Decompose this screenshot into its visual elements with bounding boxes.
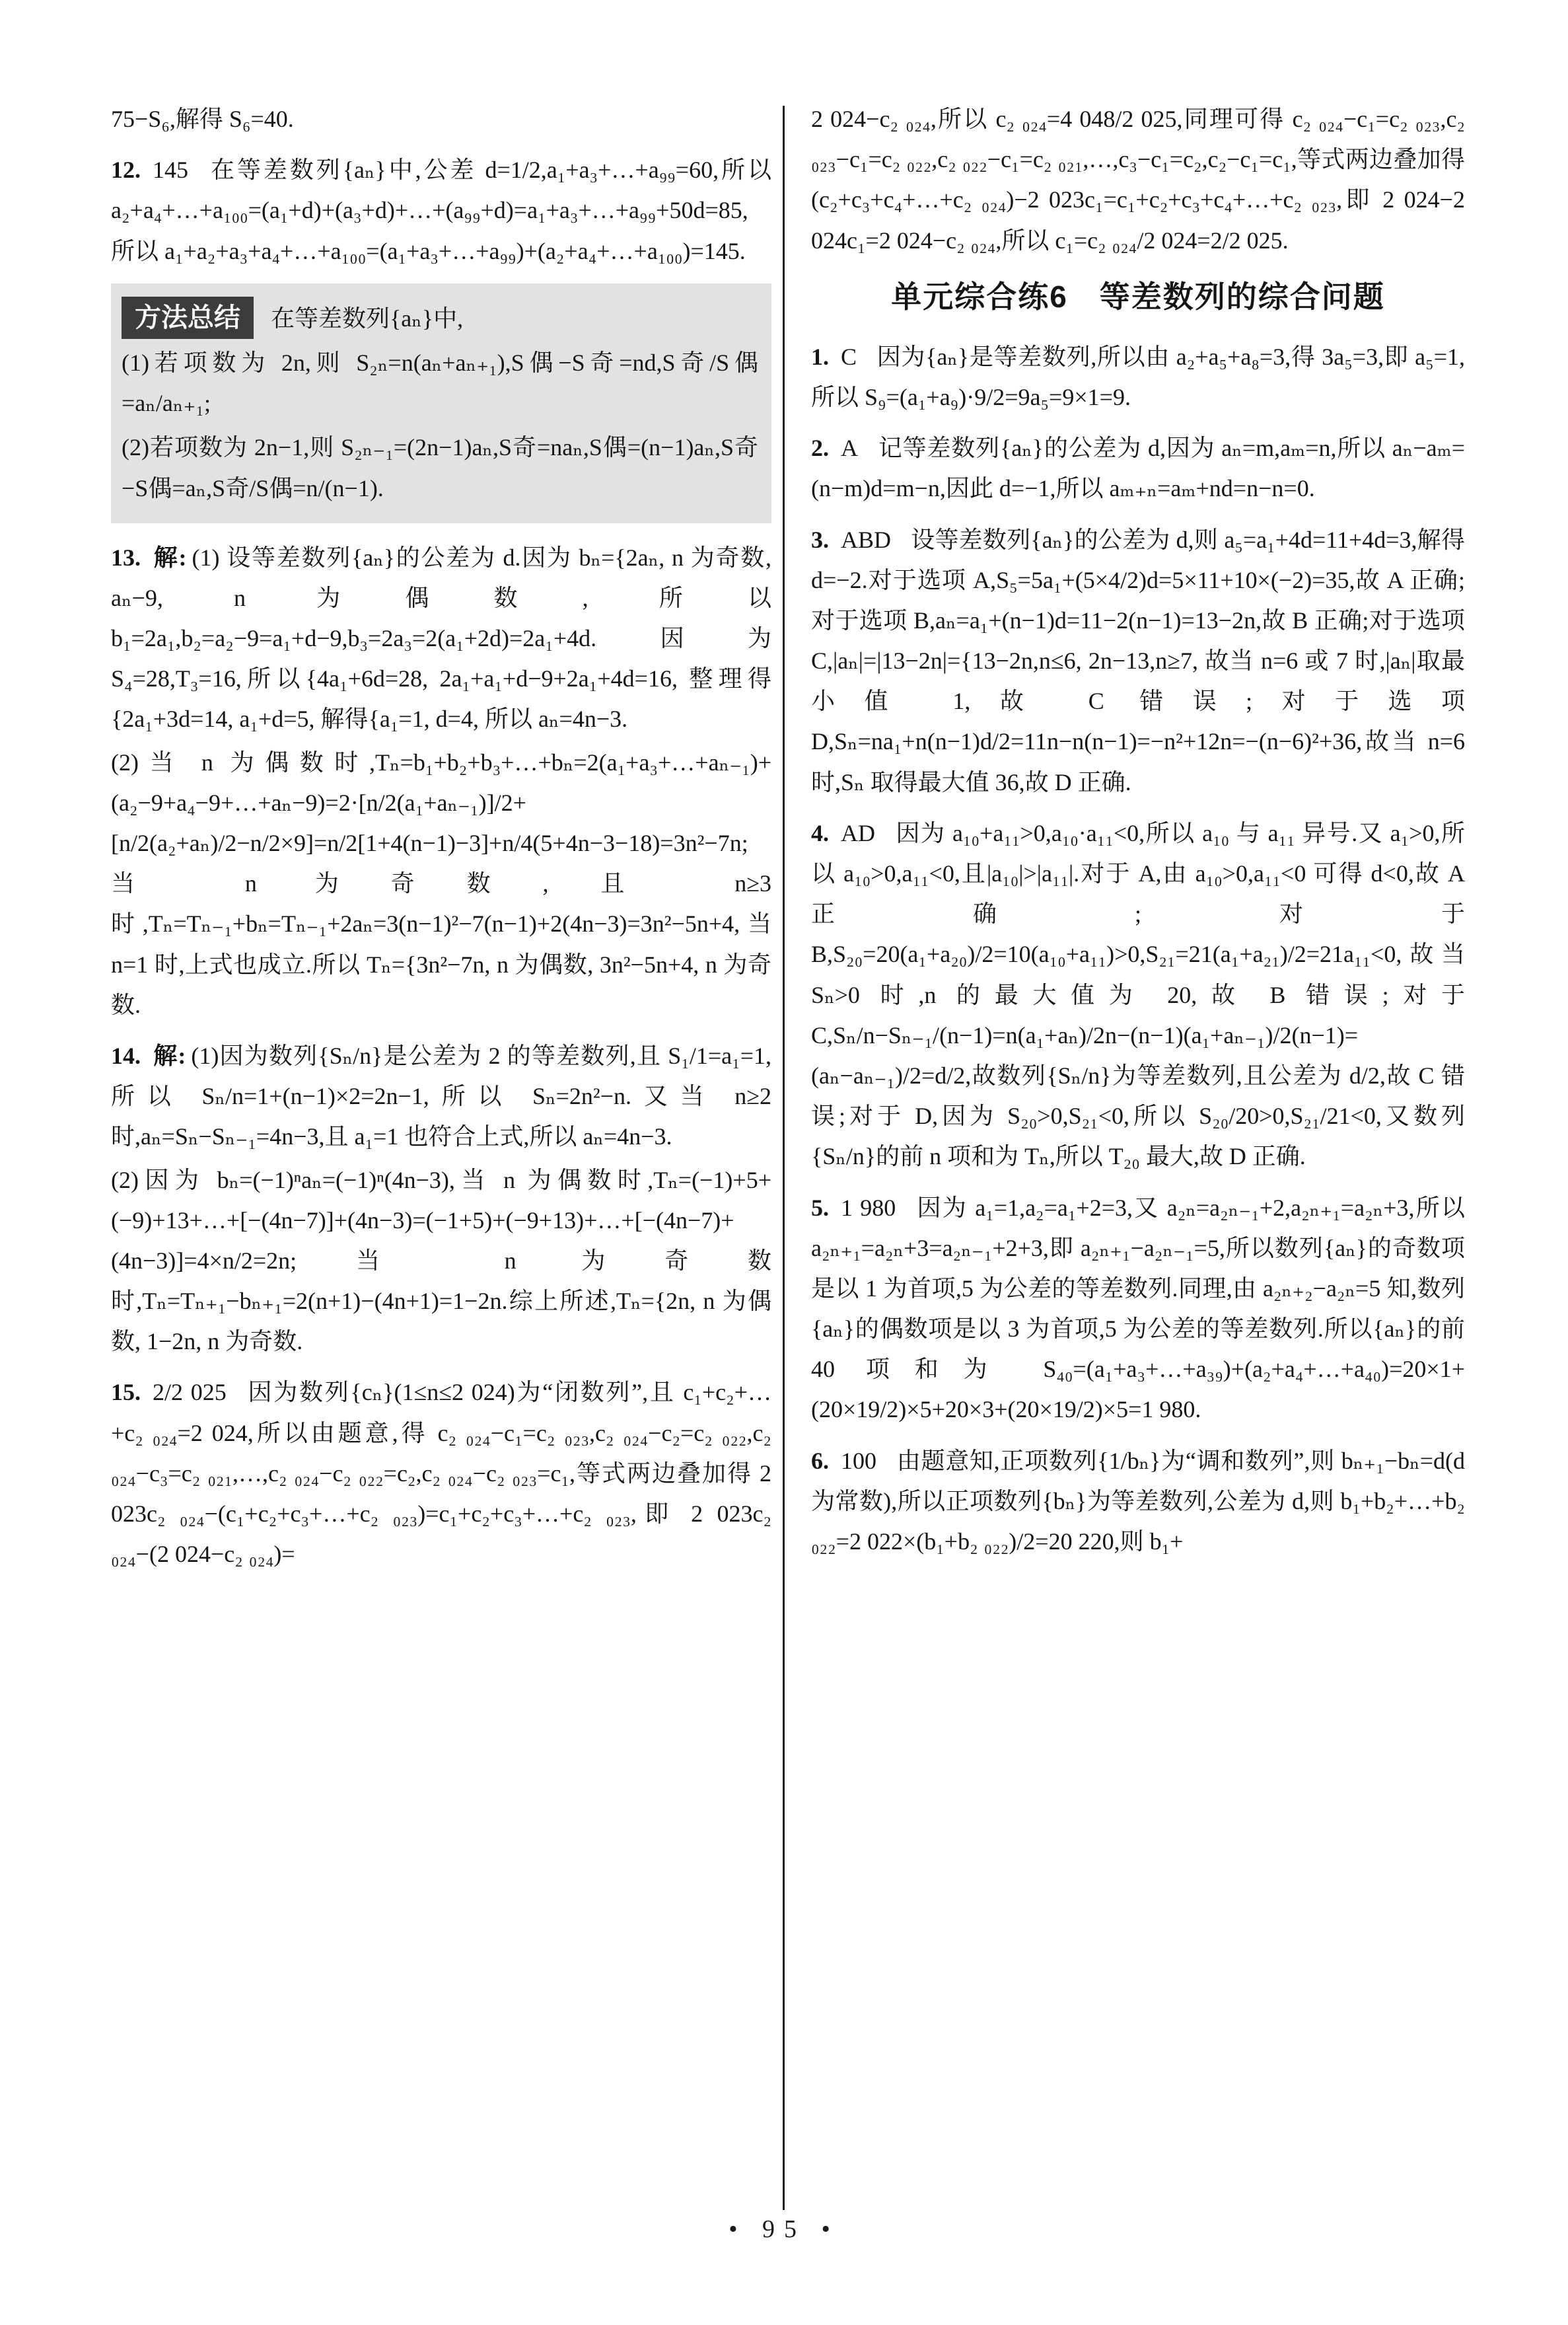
- problem-13-part1: (1) 设等差数列{aₙ}的公差为 d.因为 bₙ={2aₙ, n 为奇数, aₙ−9, n 为偶数, 所以 b₁=2a₁,b₂=a₂−9=a₁+d−9,b₃=2a₃=2(a₁+2d)=2a₁+4d.因为 S₄=28,T₃=16,所以{4a₁+6d=28, 2a₁+a₁+d−9+2a₁+4d=16, 整理得{2a₁+3d=14, a₁+d=5, 解得{a₁=1, d=4, 所以 aₙ=4n−3.: [111, 544, 771, 733]
- problem-13-number: 13.: [111, 544, 141, 571]
- problem-15-answer: 2/2 025: [153, 1379, 227, 1406]
- problem-14-solve-label: 解:: [153, 1042, 186, 1069]
- problem-1-number: 1.: [811, 343, 829, 370]
- method-summary-lead: 在等差数列{aₙ}中,: [271, 305, 464, 332]
- method-summary-tag: 方法总结: [122, 297, 254, 339]
- right-column: [811, 99, 1465, 2233]
- column-divider-rule: [783, 106, 785, 2210]
- problem-5-solution: 因为 a₁=1,a₂=a₁+2=3,又 a₂ₙ=a₂ₙ₋₁+2,a₂ₙ₊₁=a₂ₙ+3,所以 a₂ₙ₊₁=a₂ₙ+3=a₂ₙ₋₁+2+3,即 a₂ₙ₊₁−a₂ₙ₋₁=5,所以数列{aₙ}的奇数项是以 1 为首项,5 为公差的等差数列.同理,由 a₂ₙ₊₂−a₂ₙ=5 知,数列{aₙ}的偶数项是以 3 为首项,5 为公差的等差数列.所以{aₙ}的前 40 项和为 S₄₀=(a₁+a₃+…+a₃₉)+(a₂+a₄+…+a₄₀)=20×1+(20×19/2)×5+20×3+(20×19/2)×5=1 980.: [811, 1194, 1465, 1423]
- problem-14-number: 14.: [111, 1042, 141, 1069]
- problem-13-solve-label: 解:: [153, 544, 187, 571]
- problem-1-solution: 因为{aₙ}是等差数列,所以由 a₂+a₅+a₈=3,得 3a₅=3,即 a₅=1,所以 S₉=(a₁+a₉)·9/2=9a₅=9×1=9.: [811, 343, 1465, 410]
- problem-2-answer: A: [841, 435, 858, 462]
- problem-13: [111, 538, 771, 1025]
- problem-1-answer: C: [841, 343, 857, 370]
- page-number: • 95 •: [729, 2215, 839, 2243]
- problem-3-answer: ABD: [841, 526, 892, 553]
- problem-14-part2: (2)因为 bₙ=(−1)ⁿaₙ=(−1)ⁿ(4n−3),当 n 为偶数时,Tₙ=(−1)+5+(−9)+13+…+[−(4n−7)]+(4n−3)=(−1+5)+(−9+13)+…+[−(4n−7)+(4n−3)]=4×n/2=2n;当 n 为奇数时,Tₙ=Tₙ₊₁−bₙ₊₁=2(n+1)−(4n+1)=1−2n.综上所述,Tₙ={2n, n 为偶数, 1−2n, n 为奇数.: [111, 1166, 771, 1355]
- problem-2-number: 2.: [811, 435, 829, 462]
- problem-1: [811, 337, 1465, 418]
- problem-3-number: 3.: [811, 526, 829, 553]
- problem-6-number: 6.: [811, 1447, 829, 1474]
- problem-6-solution: 由题意知,正项数列{1/bₙ}为“调和数列”,则 bₙ₊₁−bₙ=d(d 为常数),所以正项数列{bₙ}为等差数列,公差为 d,则 b₁+b₂+…+b₂ ₀₂₂=2 022×(b₁+b₂ ₀₂₂)/2=20 220,则 b₁+: [811, 1447, 1465, 1555]
- problem-14-part1: (1)因为数列{Sₙ/n}是公差为 2 的等差数列,且 S₁/1=a₁=1,所以 Sₙ/n=1+(n−1)×2=2n−1,所以 Sₙ=2n²−n.又当 n≥2 时,aₙ=Sₙ−Sₙ₋₁=4n−3,且 a₁=1 也符合上式,所以 aₙ=4n−3.: [111, 1042, 771, 1150]
- problem-2-solution: 记等差数列{aₙ}的公差为 d,因为 aₙ=m,aₘ=n,所以 aₙ−aₘ=(n−m)d=m−n,因此 d=−1,所以 aₘ₊ₙ=aₘ+nd=n−n=0.: [811, 435, 1465, 502]
- solution-continuation-top: 75−S₆,解得 S₆=40.: [111, 106, 294, 132]
- problem-12: [111, 150, 771, 272]
- problem-12-solution: 在等差数列{aₙ}中,公差 d=1/2,a₁+a₃+…+a₉₉=60,所以 a₂+a₄+…+a₁₀₀=(a₁+d)+(a₃+d)+…+(a₉₉+d)=a₁+a₃+…+a₉₉+50d=85,所以 a₁+a₂+a₃+a₄+…+a₁₀₀=(a₁+a₃+…+a₉₉)+(a₂+a₄+…+a₁₀₀)=145.: [111, 157, 771, 264]
- problem-2: [811, 428, 1465, 509]
- problem-4: [811, 813, 1465, 1177]
- problem-15-solution: 因为数列{cₙ}(1≤n≤2 024)为“闭数列”,且 c₁+c₂+…+c₂ ₀₂₄=2 024,所以由题意,得 c₂ ₀₂₄−c₁=c₂ ₀₂₃,c₂ ₀₂₄−c₂=c₂ ₀₂₂,c₂ ₀₂₄−c₃=c₂ ₀₂₁,…,c₂ ₀₂₄−c₂ ₀₂₂=c₂,c₂ ₀₂₄−c₂ ₀₂₃=c₁,等式两边叠加得 2 023c₂ ₀₂₄−(c₁+c₂+c₃+…+c₂ ₀₂₃)=c₁+c₂+c₃+…+c₂ ₀₂₃,即 2 023c₂ ₀₂₄−(2 024−c₂ ₀₂₄)=: [111, 1379, 771, 1568]
- problem-15: [111, 1372, 771, 1574]
- problem-3: [811, 520, 1465, 803]
- problem-4-number: 4.: [811, 819, 829, 846]
- problem-12-number: 12.: [111, 157, 141, 184]
- problem-5: [811, 1188, 1465, 1430]
- problem-13-part2: (2)当 n 为偶数时,Tₙ=b₁+b₂+b₃+…+bₙ=2(a₁+a₃+…+aₙ₋₁)+(a₂−9+a₄−9+…+aₙ−9)=2·[n/2(a₁+aₙ₋₁)]/2+[n/2(a₂+aₙ)/2−n/2×9]=n/2[1+4(n−1)−3]+n/4(5+4n−3−18)=3n²−7n;当 n 为奇数,且 n≥3 时,Tₙ=Tₙ₋₁+bₙ=Tₙ₋₁+2aₙ=3(n−1)²−7(n−1)+2(4n−3)=3n²−5n+4,当 n=1 时,上式也成立.所以 Tₙ={3n²−7n, n 为偶数, 3n²−5n+4, n 为奇数.: [111, 749, 771, 1018]
- method-summary-item-1: (1)若项数为 2n,则 S₂ₙ=n(aₙ+aₙ₊₁),S偶−S奇=nd,S奇/S偶=aₙ/aₙ₊₁;: [122, 349, 758, 417]
- method-summary-item-2: (2)若项数为 2n−1,则 S₂ₙ₋₁=(2n−1)aₙ,S奇=naₙ,S偶=(n−1)aₙ,S奇−S偶=aₙ,S奇/S偶=n/(n−1).: [122, 434, 758, 501]
- problem-4-solution: 因为 a₁₀+a₁₁>0,a₁₀·a₁₁<0,所以 a₁₀ 与 a₁₁ 异号.又 a₁>0,所以 a₁₀>0,a₁₁<0,且|a₁₀|>|a₁₁|.对于 A,由 a₁₀>0,a₁₁<0 可得 d<0,故 A 正确;对于 B,S₂₀=20(a₁+a₂₀)/2=10(a₁₀+a₁₁)>0,S₂₁=21(a₁+a₂₁)/2=21a₁₁<0,故当 Sₙ>0 时,n 的最大值为 20,故 B 错误;对于 C,Sₙ/n−Sₙ₋₁/(n−1)=n(a₁+aₙ)/2n−(n−1)(a₁+aₙ₋₁)/2(n−1)=(aₙ−aₙ₋₁)/2=d/2,故数列{Sₙ/n}为等差数列,且公差为 d/2,故 C 错误;对于 D,因为 S₂₀>0,S₂₁<0,所以 S₂₀/20>0,S₂₁/21<0,又数列{Sₙ/n}的前 n 项和为 Tₙ,所以 T₂₀ 最大,故 D 正确.: [811, 819, 1465, 1170]
- problem-15-number: 15.: [111, 1379, 141, 1406]
- section-title: 单元综合练6 等差数列的综合问题: [891, 279, 1385, 314]
- method-summary-box: [111, 283, 771, 523]
- solution-continuation-problem-15: 2 024−c₂ ₀₂₄,所以 c₂ ₀₂₄=4 048/2 025,同理可得 c₂ ₀₂₄−c₁=c₂ ₀₂₃,c₂ ₀₂₃−c₁=c₂ ₀₂₂,c₂ ₀₂₂−c₁=c₂ ₀₂₁,…,c₃−c₁=c₂,c₂−c₁=c₁,等式两边叠加得(c₂+c₃+c₄+…+c₂ ₀₂₄)−2 023c₁=c₁+c₂+c₃+c₄+…+c₂ ₀₂₃,即 2 024−2 024c₁=2 024−c₂ ₀₂₄,所以 c₁=c₂ ₀₂₄/2 024=2/2 025.: [811, 106, 1465, 254]
- problem-5-number: 5.: [811, 1194, 829, 1221]
- problem-12-answer: 145: [153, 157, 188, 184]
- problem-5-answer: 1 980: [841, 1194, 896, 1221]
- problem-3-solution: 设等差数列{aₙ}的公差为 d,则 a₅=a₁+4d=11+4d=3,解得 d=−2.对于选项 A,S₅=5a₁+(5×4/2)d=5×11+10×(−2)=35,故 A 正确;对于选项 B,aₙ=a₁+(n−1)d=11−2(n−1)=13−2n,故 B 正确;对于选项 C,|aₙ|=|13−2n|={13−2n,n≤6, 2n−13,n≥7, 故当 n=6 或 7 时,|aₙ|取最小值 1,故 C 错误;对于选项 D,Sₙ=na₁+n(n−1)d/2=11n−n(n−1)=−n²+12n=−(n−6)²+36,故当 n=6 时,Sₙ 取得最大值 36,故 D 正确.: [811, 526, 1465, 795]
- problem-4-answer: AD: [841, 819, 875, 846]
- problem-6: [811, 1441, 1465, 1563]
- problem-6-answer: 100: [841, 1447, 876, 1474]
- problem-14: [111, 1036, 771, 1362]
- left-column: [111, 99, 771, 2233]
